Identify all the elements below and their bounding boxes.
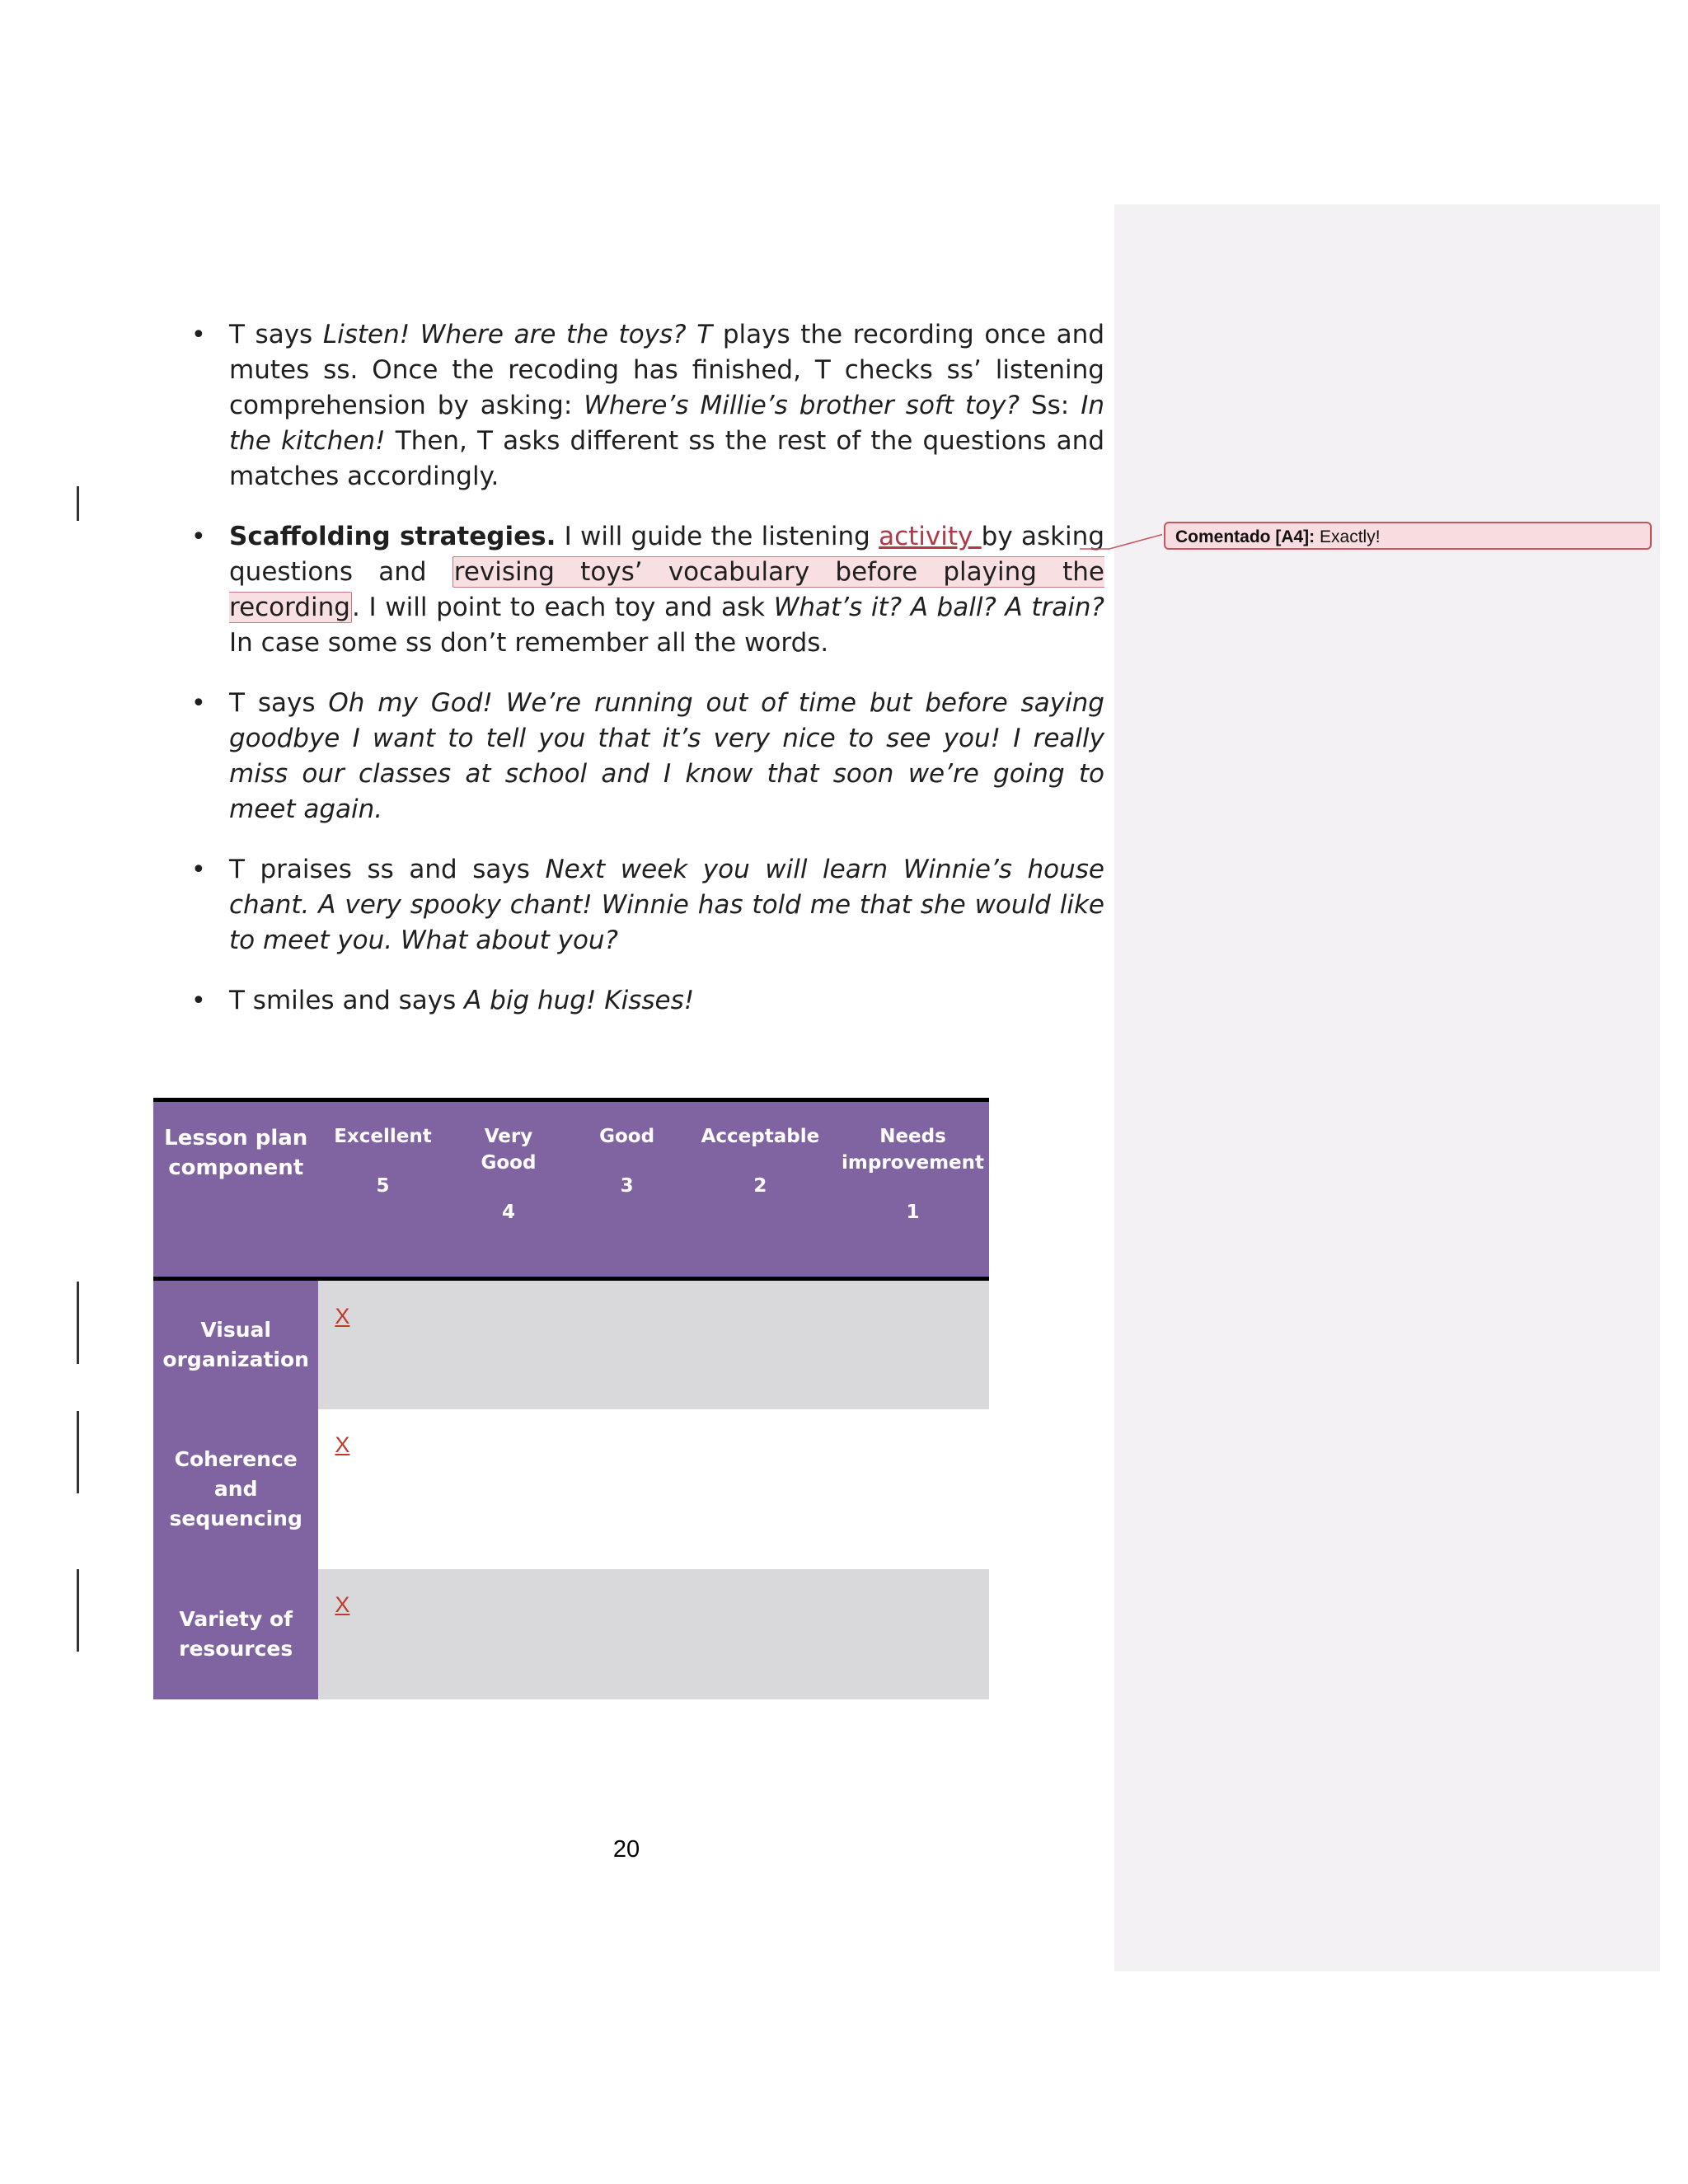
rubric-cell-good[interactable] [570, 1409, 683, 1569]
change-bar [77, 1282, 79, 1364]
rubric-cell-good[interactable] [570, 1569, 683, 1699]
change-bar [77, 486, 79, 521]
activity-bullet-list [191, 317, 1104, 1043]
rubric-header-row [153, 1100, 989, 1279]
rubric-header-good: Good 3 [599, 1126, 655, 1197]
comment-text: Exactly! [1315, 527, 1381, 546]
rubric-row-coherence [153, 1409, 989, 1569]
rubric-header-component: Lesson plan component [164, 1126, 308, 1180]
rubric-cell-needs-improvement[interactable] [837, 1409, 989, 1569]
rubric-table [153, 1098, 989, 1699]
rubric-cell-acceptable[interactable] [684, 1279, 837, 1409]
rubric-mark: X [335, 1591, 350, 1617]
rubric-cell-needs-improvement[interactable] [837, 1569, 989, 1699]
rubric-mark: X [335, 1304, 350, 1329]
rubric-header-excellent: Excellent 5 [334, 1126, 432, 1197]
bullet-listen: • T says Listen! Where are the toys? T plays the recording once and mutes ss. Once the recoding has finished, T checks ss’ listening comprehension by asking: Where’s Millie’s brother soft toy? Ss: In the kitchen! Then, T asks different ss the rest of the questions and matches accordingly. [229, 317, 1104, 494]
bullet-praise: • T praises ss and says Next week you will learn Winnie’s house chant. A very spooky chant! Winnie has told me that she would like to meet you. What about you? [229, 852, 1104, 958]
rubric-cell-excellent[interactable] [318, 1409, 447, 1569]
commented-text[interactable]: revising toys’ vocabulary before playing the recording [229, 557, 1104, 622]
rubric-cell-excellent[interactable] [318, 1279, 447, 1409]
rubric-cell-excellent[interactable] [318, 1569, 447, 1699]
rubric-cell-very-good[interactable] [448, 1279, 570, 1409]
comment-connector-line [1080, 527, 1162, 560]
page-number: 20 [612, 1836, 640, 1863]
comment-label: Comentado [A4]: [1175, 527, 1315, 546]
comment-pane [1114, 204, 1660, 1971]
bullet-scaffolding: • Scaffolding strategies. I will guide the listening activity by asking questions and revising toys’ vocabulary before playing the recording. I will point to each toy and ask What’s it? A ball? A train? In case some ss don’t remember all the words. [229, 519, 1104, 661]
rubric-cell-acceptable[interactable] [684, 1409, 837, 1569]
rubric-row-label: Variety of resources [153, 1569, 318, 1699]
scaffolding-heading: Scaffolding strategies. [229, 522, 556, 551]
change-bar [77, 1411, 79, 1493]
bullet-hug: • T smiles and says A big hug! Kisses! [229, 983, 1104, 1019]
rubric-cell-very-good[interactable] [448, 1569, 570, 1699]
comment-balloon[interactable] [1164, 522, 1652, 550]
rubric-row-label: Visual organization [153, 1279, 318, 1409]
rubric-header-very-good: Very Good 4 [481, 1126, 537, 1223]
rubric-cell-good[interactable] [570, 1279, 683, 1409]
rubric-header-needs-improvement: Needs improvement 1 [842, 1126, 984, 1223]
tracked-insertion[interactable]: activity [879, 522, 982, 551]
bullet-goodbye: • T says Oh my God! We’re running out of time but before saying goodbye I want to tell you that it’s very nice to see you! I really miss our classes at school and I know that soon we’re going to meet again. [229, 686, 1104, 827]
rubric-row-variety-of-resources [153, 1569, 989, 1699]
rubric-cell-needs-improvement[interactable] [837, 1279, 989, 1409]
rubric-header-acceptable: Acceptable 2 [701, 1126, 820, 1197]
rubric-cell-acceptable[interactable] [684, 1569, 837, 1699]
change-bar [77, 1569, 79, 1652]
rubric-cell-very-good[interactable] [448, 1409, 570, 1569]
rubric-row-visual-organization [153, 1279, 989, 1409]
rubric-row-label: Coherence and sequencing [153, 1409, 318, 1569]
rubric-mark: X [335, 1432, 350, 1457]
